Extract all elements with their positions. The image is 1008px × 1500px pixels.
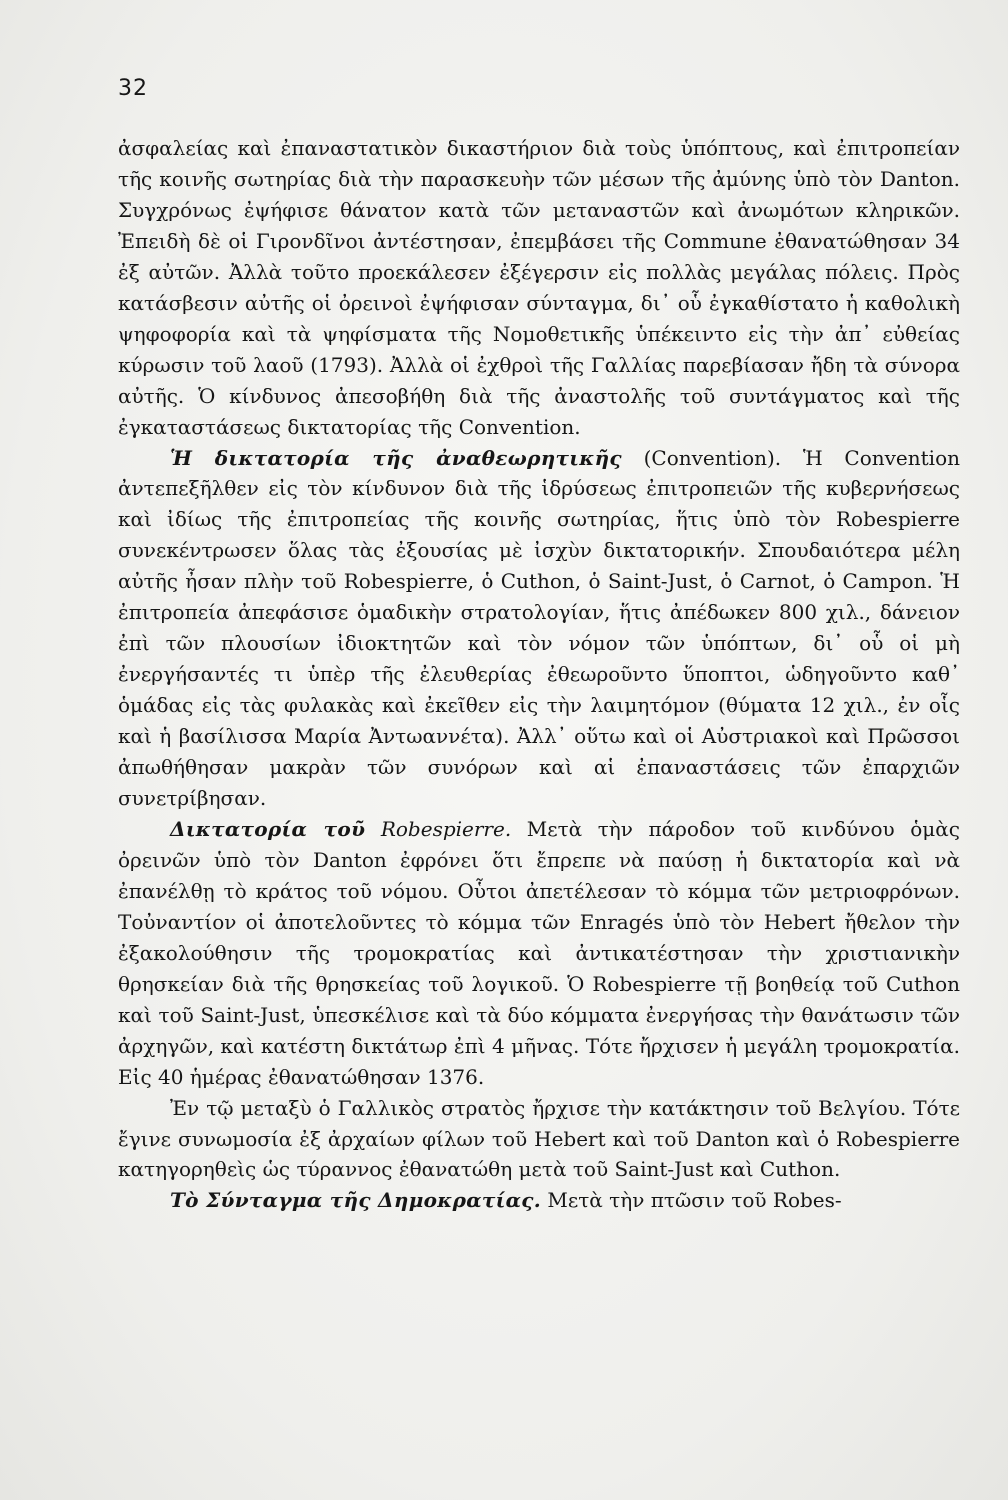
paragraph-3 (118, 814, 960, 1093)
paragraph-5 (118, 1185, 960, 1216)
paragraph-2-text: (Convention). Ἡ Convention ἀντεπεξῆλθεν εἰς τὸν κίνδυνον διὰ τῆς ἱδρύσεως ἐπιτροπειῶν τῆς κυβερνήσεως καὶ ἰδίως τῆς ἐπιτροπείας τῆς κοινῆς σωτηρίας, ἥτις ὑπὸ τὸν Robespierre συνεκέντρωσεν ὅλας τὰς ἐξουσίας μὲ ἰσχὺν δικτατορικήν. Σπουδαιότερα μέλη αὐτῆς ἦσαν πλὴν τοῦ Robespierre, ὁ Cuthon, ὁ Saint-Just, ὁ Carnot, ὁ Campon. Ἡ ἐπιτροπεία ἀπεφάσισε ὁμαδικὴν στρατολογίαν, ἥτις ἀπέδωκεν 800 χιλ., δάνειον ἐπὶ τῶν πλουσίων ἰδιοκτητῶν καὶ τὸν νόμον τῶν ὑπόπτων, δι᾽ οὗ οἱ μὴ ἐνεργήσαντές τι ὑπὲρ τῆς ἐλευθερίας ἐθεωροῦντο ὕποπτοι, ὡδηγοῦντο καθ᾽ ὁμάδας εἰς τὰς φυλακὰς καὶ ἐκεῖθεν εἰς τὴν λαιμητόμον (θύματα 12 χιλ., ἐν οἷς καὶ ἡ βασίλισσα Μαρία Ἀντωαννέτα). Ἀλλ᾽ οὕτω καὶ οἱ Αὐστριακοὶ καὶ Πρῶσσοι ἀπωθήθησαν μακρὰν τῶν συνόρων καὶ αἱ ἐπαναστάσεις τῶν ἐπαρχιῶν συνετρίβησαν. (118, 445, 961, 811)
page-number: 32 (118, 76, 148, 101)
paragraph-5-text: Μετὰ τὴν πτῶσιν τοῦ Robes- (547, 1188, 842, 1213)
section-heading-robespierre-name: Robespierre. (380, 816, 512, 841)
paragraph-2 (118, 443, 960, 814)
paragraph-3-text: Μετὰ τὴν πάροδον τοῦ κινδύνου ὁμὰς ὀρεινῶν ὑπὸ τὸν Danton ἐφρόνει ὅτι ἔπρεπε νὰ παύσῃ ἡ δικτατορία καὶ νὰ ἐπανέλθῃ τὸ κράτος τοῦ νόμου. Οὗτοι ἀπετέλεσαν τὸ κόμμα τῶν μετριοφρόνων. Τοὐναντίον οἱ ἀποτελοῦντες τὸ κόμμα τῶν Enragés ὑπὸ τὸν Hebert ἤθελον τὴν ἐξακολούθησιν τῆς τρομοκρατίας καὶ ἀντικατέστησαν τὴν χριστιανικὴν θρησκείαν διὰ τῆς θρησκείας τοῦ λογικοῦ. Ὁ Robespierre τῇ βοηθείᾳ τοῦ Cuthon καὶ τοῦ Saint-Just, ὑπεσκέλισε καὶ τὰ δύο κόμματα ἐνεργήσας τὴν θανάτωσιν τῶν ἀρχηγῶν, καὶ κατέστη δικτάτωρ ἐπὶ 4 μῆνας. Τότε ἤρχισεν ἡ μεγάλη τρομοκρατία. Εἰς 40 ἡμέρας ἐθανατώθησαν 1376. (118, 816, 960, 1089)
section-heading-democracy-constitution: Τὸ Σύνταγμα τῆς Δημοκρατίας. (170, 1188, 542, 1213)
paragraph-4-text: Ἐν τῷ μεταξὺ ὁ Γαλλικὸς στρατὸς ἤρχισε τὴν κατάκτησιν τοῦ Βελγίου. Τότε ἔγινε συνωμοσία ἐξ ἀρχαίων φίλων τοῦ Hebert καὶ τοῦ Danton καὶ ὁ Robespierre κατηγορηθεὶς ὡς τύραννος ἐθανατώθη μετὰ τοῦ Saint-Just καὶ Cuthon. (118, 1095, 960, 1182)
paragraph-4 (118, 1093, 960, 1186)
page-body (118, 133, 960, 1216)
section-heading-convention-dictatorship: Ἡ δικτατορία τῆς ἀναθεωρητικῆς (170, 445, 622, 470)
paragraph-1-text: ἀσφαλείας καὶ ἐπαναστατικὸν δικαστήριον διὰ τοὺς ὑπόπτους, καὶ ἐπιτροπείαν τῆς κοινῆς σωτηρίας διὰ τὴν παρασκευὴν τῶν μέσων τῆς ἀμύνης ὑπὸ τὸν Danton. Συγχρόνως ἐψήφισε θάνατον κατὰ τῶν μεταναστῶν καὶ ἀνωμότων κληρικῶν. Ἐπειδὴ δὲ οἱ Γιρονδῖνοι ἀντέστησαν, ἐπεμβάσει τῆς Commune ἐθανατώθησαν 34 ἐξ αὐτῶν. Ἀλλὰ τοῦτο προεκάλεσεν ἐξέγερσιν εἰς πολλὰς μεγάλας πόλεις. Πρὸς κατάσβεσιν αὐτῆς οἱ ὀρεινοὶ ἐψήφισαν σύνταγμα, δι᾽ οὗ ἐγκαθίστατο ἡ καθολικὴ ψηφοφορία καὶ τὰ ψηφίσματα τῆς Νομοθετικῆς ὑπέκειντο εἰς τὴν ἀπ᾽ εὐθείας κύρωσιν τοῦ λαοῦ (1793). Ἀλλὰ οἱ ἐχθροὶ τῆς Γαλλίας παρεβίασαν ἤδη τὰ σύνορα αὐτῆς. Ὁ κίνδυνος ἀπεσοβήθη διὰ τῆς ἀναστολῆς τοῦ συντάγματος καὶ τῆς ἐγκαταστάσεως δικτατορίας τῆς Convention. (118, 136, 960, 439)
paragraph-1 (118, 133, 960, 443)
section-heading-robespierre-dictatorship: Δικτατορία τοῦ (170, 816, 366, 841)
